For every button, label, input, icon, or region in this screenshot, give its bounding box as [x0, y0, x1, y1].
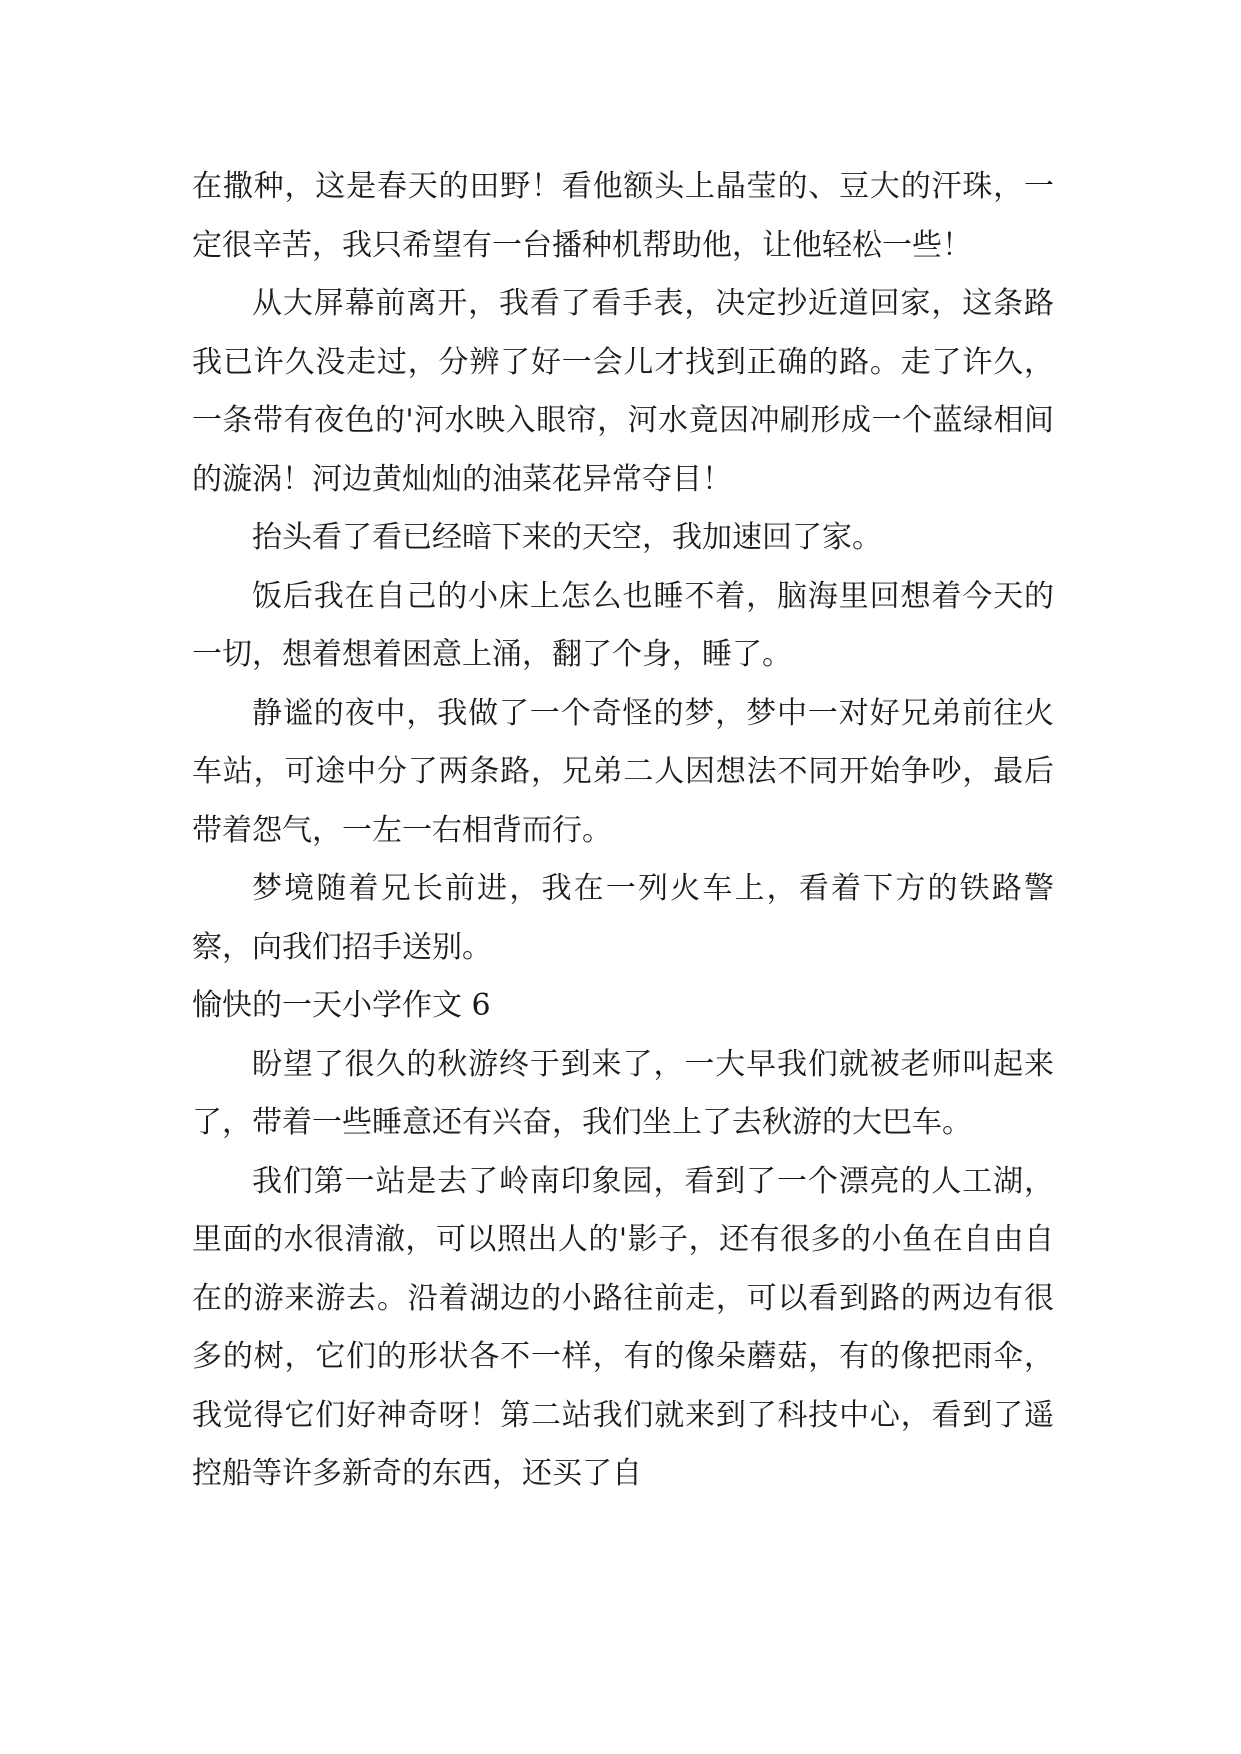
paragraph: 盼望了很久的秋游终于到来了，一大早我们就被老师叫起来了，带着一些睡意还有兴奋，我们坐上了去秋游的大巴车。 — [192, 1046, 1054, 1140]
paragraph: 抬头看了看已经暗下来的天空，我加速回了家。 — [252, 520, 882, 555]
paragraph: 饭后我在自己的小床上怎么也睡不着，脑海里回想着今天的一切，想着想着困意上涌，翻了个身，睡了。 — [192, 578, 1054, 672]
paragraph: 从大屏幕前离开，我看了看手表，决定抄近道回家，这条路我已许久没走过，分辨了好一会儿才找到正确的路。走了许久，一条带有夜色的'河水映入眼帘，河水竟因冲刷形成一个蓝绿相间的漩涡！河边黄灿灿的油菜花异常夺目！ — [192, 286, 1054, 497]
paragraph: 梦境随着兄长前进，我在一列火车上，看着下方的铁路警察，向我们招手送别。 — [192, 871, 1054, 965]
document-body — [192, 158, 1054, 1504]
section-heading: 愉快的一天小学作文 6 — [192, 988, 491, 1023]
paragraph: 静谧的夜中，我做了一个奇怪的梦，梦中一对好兄弟前往火车站，可途中分了两条路，兄弟二人因想法不同开始争吵，最后带着怨气，一左一右相背而行。 — [192, 695, 1054, 848]
paragraph: 我们第一站是去了岭南印象园，看到了一个漂亮的人工湖，里面的水很清澈，可以照出人的'影子，还有很多的小鱼在自由自在的游来游去。沿着湖边的小路往前走，可以看到路的两边有很多的树，它们的形状各不一样，有的像朵蘑菇，有的像把雨伞，我觉得它们好神奇呀！第二站我们就来到了科技中心，看到了遥控船等许多新奇的东西，还买了自 — [192, 1163, 1054, 1491]
paragraph-continuation: 在撒种，这是春天的田野！看他额头上晶莹的、豆大的汗珠，一定很辛苦，我只希望有一台播种机帮助他，让他轻松一些！ — [192, 169, 1054, 263]
